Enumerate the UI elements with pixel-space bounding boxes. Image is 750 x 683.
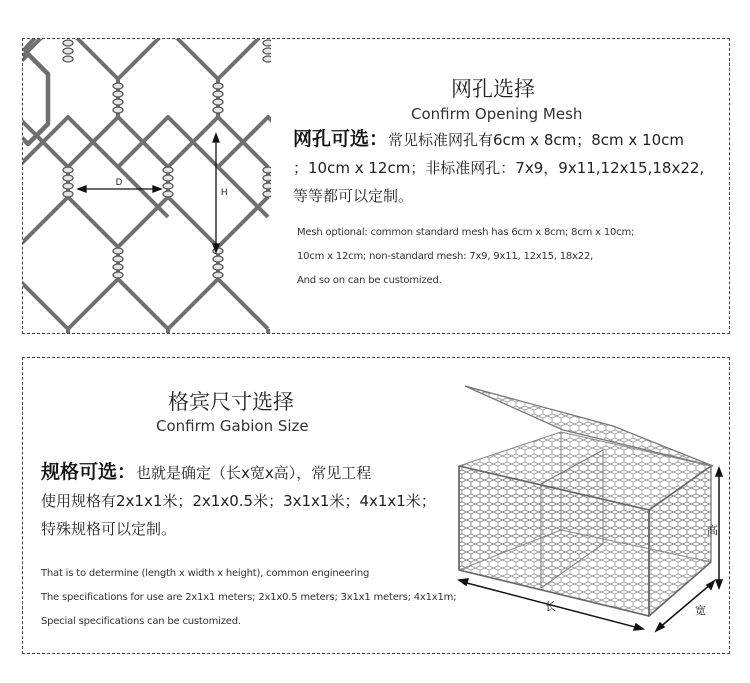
mesh-lead: 网孔可选： [293, 128, 389, 150]
hexagonal-mesh-diagram [23, 39, 271, 333]
size-en-line-1: That is to determine (length x width x height), common engineering [41, 568, 370, 579]
length-label: 长 [545, 600, 556, 613]
size-body-line-3: 特殊规格可以定制。 [41, 520, 177, 538]
mesh-en-line-3: And so on can be customized. [297, 275, 442, 286]
mesh-description [293, 125, 704, 210]
mesh-body-line-1: 常见标准网孔有6cm x 8cm；8cm x 10cm [388, 131, 684, 149]
dimension-d-label: D [115, 177, 123, 187]
mesh-en-line-2: 10cm x 12cm; non-standard mesh: 7x9, 9x11, 12x15, 18x22, [297, 251, 594, 262]
size-en-line-2: The specifications for use are 2x1x1 meters; 2x1x0.5 meters; 3x1x1 meters; 4x1x1m; [41, 592, 457, 603]
mesh-body-line-2: ；10cm x 12cm；非标准网孔：7x9，9x11,12x15,18x22, [293, 159, 705, 177]
wire-twists [63, 39, 271, 278]
mesh-body-line-3: 等等都可以定制。 [293, 187, 414, 205]
size-body-line-2: 使用规格有2x1x1米；2x1x0.5米；3x1x1米；4x1x1米； [41, 492, 436, 510]
size-description [41, 458, 436, 543]
size-lead: 规格可选： [41, 461, 137, 483]
mesh-opening-panel [22, 38, 730, 334]
width-label: 宽 [695, 604, 706, 617]
gabion-box-diagram [453, 384, 725, 634]
gabion-size-panel [22, 357, 730, 654]
size-body-line-1: 也就是确定（长x宽x高），常见工程 [136, 464, 372, 482]
mesh-en-line-1: Mesh optional: common standard mesh has 6cm x 8cm; 8cm x 10cm; [297, 227, 635, 238]
size-title: 格宾尺寸选择 [168, 390, 294, 414]
mesh-subtitle: Confirm Opening Mesh [411, 105, 583, 123]
dimension-h-label: H [221, 187, 228, 197]
size-subtitle: Confirm Gabion Size [156, 417, 309, 435]
size-en-line-3: Special specifications can be customized. [41, 616, 241, 627]
mesh-title: 网孔选择 [451, 77, 535, 101]
height-label: 高 [707, 524, 718, 537]
